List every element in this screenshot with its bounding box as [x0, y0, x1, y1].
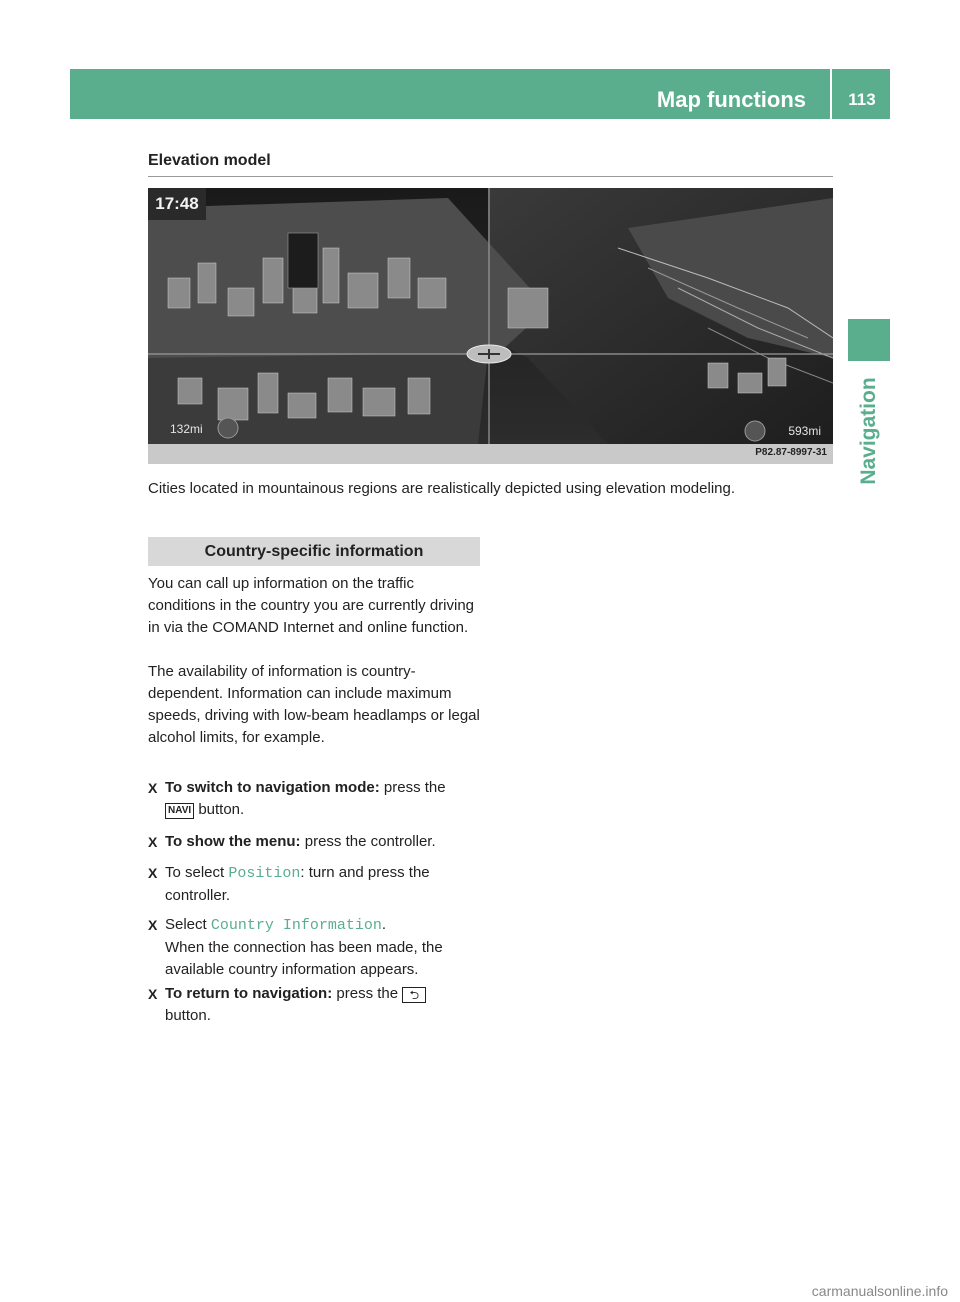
step-arrow-icon: X	[148, 780, 158, 796]
step-switch-navigation	[148, 777, 484, 821]
step-arrow-icon: X	[148, 917, 158, 933]
map-view	[148, 188, 833, 464]
figure-strip	[148, 444, 833, 464]
page-number: 113	[848, 90, 876, 109]
step-arrow-icon: X	[148, 986, 158, 1002]
watermark: carmanualsonline.info	[811, 1283, 948, 1299]
step-text: To return to navigation: press the ⮌ button.	[165, 983, 484, 1027]
info-box-title: Country-specific information	[148, 537, 480, 566]
menu-item-country-information: Country Information	[210, 917, 382, 934]
side-tab-marker	[848, 319, 890, 361]
figure-ref-code: P82.87-8997-31	[755, 447, 827, 458]
step-arrow-icon: X	[148, 834, 158, 850]
chapter-title: Map functions	[656, 87, 806, 112]
step-select-position	[148, 862, 484, 907]
figure-caption: Cities located in mountainous regions are realistically depicted using elevation modeling.	[148, 480, 735, 497]
header-bar	[70, 69, 890, 119]
map-screenshot	[148, 188, 833, 464]
step-arrow-icon: X	[148, 865, 158, 881]
back-key-icon: ⮌	[402, 987, 426, 1003]
section-title: Elevation model	[148, 152, 271, 169]
side-tab-label: Navigation	[857, 377, 880, 485]
step-select-country-info	[148, 914, 484, 981]
distance-left: 132mi	[170, 422, 203, 436]
menu-item-position: Position	[228, 865, 301, 882]
step-text: To select Position: turn and press the controller.	[165, 864, 430, 904]
step-show-menu	[148, 831, 484, 853]
info-paragraph-1: You can call up information on the traffic conditions in the country you are currently driving in via the COMAND Internet and online function.	[148, 575, 475, 636]
side-tab	[848, 366, 890, 496]
step-return-navigation	[148, 983, 484, 1027]
info-paragraph-2: The availability of information is country-dependent. Information can include maximum speeds, driving with low-beam headlamps or legal alcohol limits, for example.	[148, 663, 480, 746]
header-divider	[830, 69, 832, 119]
clock-display: 17:48	[148, 188, 206, 220]
navi-key-icon: NAVI	[165, 803, 194, 819]
step-text: To show the menu: press the controller.	[165, 833, 436, 850]
section-rule	[148, 176, 833, 177]
step-text: Select Country Information. When the connection has been made, the available country information appears.	[165, 916, 443, 978]
step-text: To switch to navigation mode: press the NAVI button.	[165, 779, 446, 818]
distance-right: 593mi	[788, 424, 821, 438]
